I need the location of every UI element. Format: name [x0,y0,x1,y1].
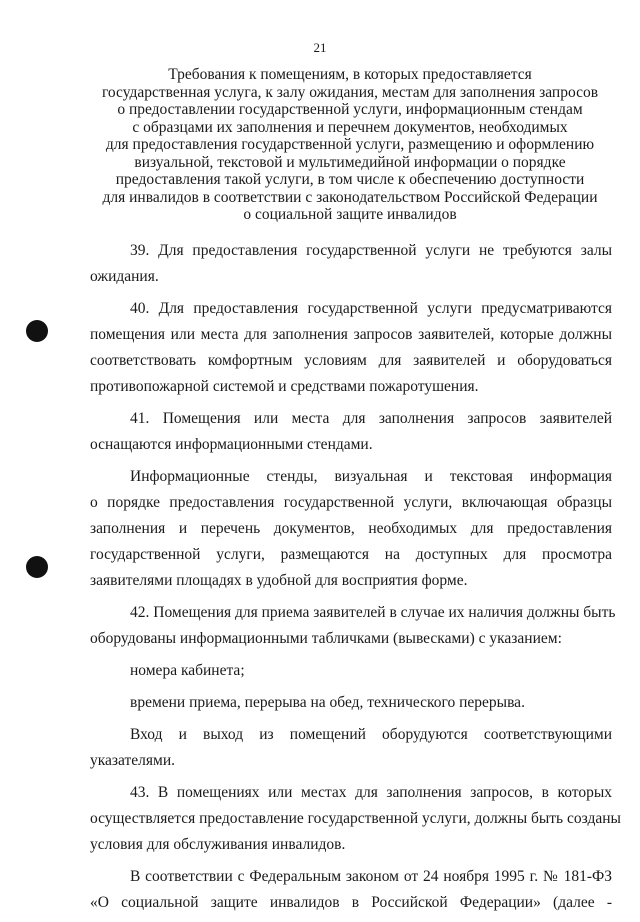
paragraph-40 [90,296,612,400]
heading-line: предоставления такой услуги, в том числе к обеспечению доступности [115,171,585,188]
text-line: 39. Для предоставления государственной услуги не требуются залы [130,242,612,259]
paragraph-39 [90,238,612,290]
paragraph-reception-time [90,690,612,716]
text-line: заполнения и перечень документов, необходимых для предоставления [90,520,612,537]
paragraph-42 [90,600,616,652]
text-line: 41. Помещения или места для заполнения запросов заявителей [130,410,612,427]
text-line: соответствовать комфортным условиям для заявителей и оборудоваться [90,352,612,369]
page-number: 21 [313,40,327,55]
text-line: ожидания. [90,268,159,285]
heading-line: о социальной защите инвалидов [243,206,457,223]
paragraph-entrance-exit [90,722,612,774]
heading-line: с образцами их заполнения и перечнем документов, необходимых [132,118,568,136]
text-line: 42. Помещения для приема заявителей в случае их наличия должны быть [130,604,616,621]
text-line: условия для обслуживания инвалидов. [90,836,346,853]
text-line: заявителями площадях в удобной для восприятия форме. [90,572,468,589]
text-line: помещения или места для заполнения запросов заявителей, которые должны [90,326,612,343]
text-line: 40. Для предоставления государственной услуги предусматриваются [130,300,612,317]
text-line: Информационные стенды, визуальная и текстовая информация [130,468,612,485]
paragraph-43 [90,780,621,858]
text-line: В соответствии с Федеральным законом от 24 ноября 1995 г. № 181-ФЗ [130,868,612,885]
text-line: номера кабинета; [130,662,245,679]
punch-hole [26,320,48,342]
text-line: оснащаются информационными стендами. [90,436,373,453]
text-line: осуществляется предоставление государственной услуги, должны быть созданы [90,810,621,827]
paragraph-info-stands [90,464,612,594]
text-line: противопожарной системой и средствами пожаротушения. [90,378,479,395]
document-body [90,238,621,922]
text-line: 43. В помещениях или местах для заполнения запросов, в которых [130,784,612,801]
heading-line: для инвалидов в соответствии с законодательством Российской Федерации [102,188,598,206]
heading-line: государственная услуга, к залу ожидания, местам для заполнения запросов [101,83,599,101]
heading-line: для предоставления государственной услуги, размещению и оформлению [105,136,595,153]
paragraph-federal-law [90,864,612,916]
punch-hole [26,556,48,578]
paragraph-cabinet-number [90,658,612,684]
text-line: о порядке предоставления государственной услуги, включающая образцы [90,494,612,511]
heading-line: о предоставлении государственной услуги, информационным стендам [117,101,583,118]
text-line: Вход и выход из помещений оборудуются соответствующими [130,726,612,743]
heading-line: визуальной, текстовой и мультимедийной информации о порядке [134,153,566,171]
text-line: «О социальной защите инвалидов в Российской Федерации» (далее - [90,894,612,911]
section-heading [86,66,614,224]
paragraph-41 [90,406,612,458]
heading-line: Требования к помещениям, в которых предоставляется [168,66,532,83]
text-line: государственной услуги, размещаются на доступных для просмотра [90,546,612,563]
text-line: времени приема, перерыва на обед, технического перерыва. [130,694,525,711]
text-line: оборудованы информационными табличками (вывесками) с указанием: [90,630,562,647]
text-line: указателями. [90,752,176,769]
